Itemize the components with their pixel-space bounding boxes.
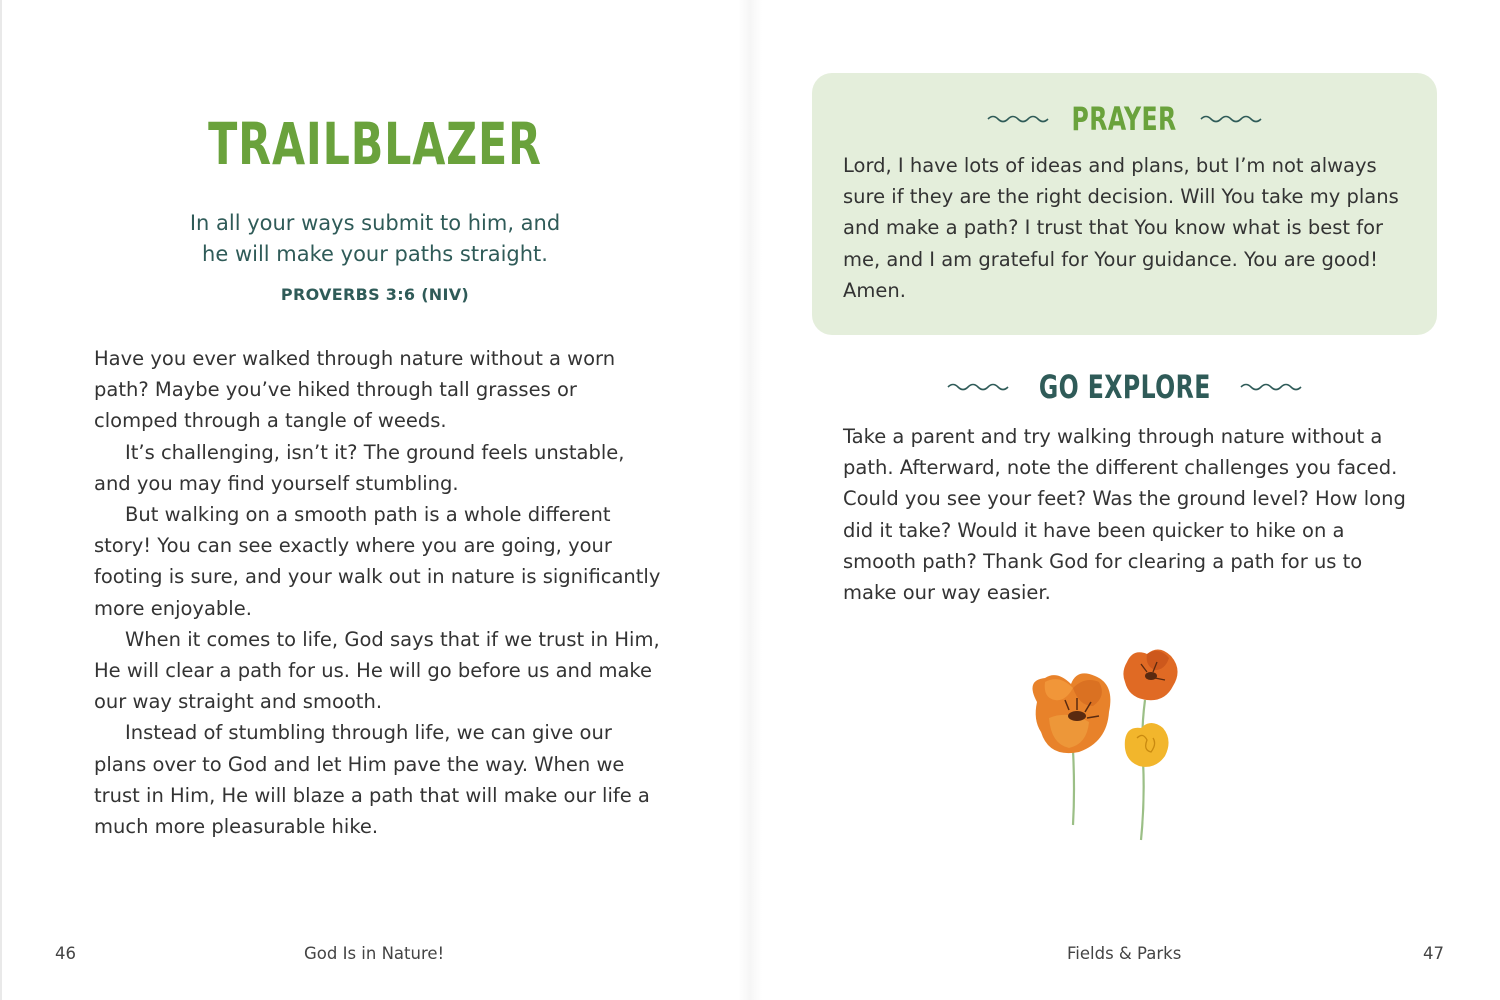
flower-stem (1073, 750, 1074, 825)
body-paragraph: When it comes to life, God says that if we trust in Him, He will clear a path for us. He will go before us and make our way straight and smooth. (94, 627, 660, 714)
squiggle-divider-icon (986, 112, 1050, 126)
prayer-heading-label: PRAYER (1071, 100, 1178, 138)
devotional-body (94, 343, 664, 842)
page-number-right: 47 (1423, 944, 1444, 963)
go-explore-text: Take a parent and try walking through nature without a path. Afterward, note the different challenges you faced. Could you see your feet? Was the ground level? How long did it take? Would it have been quicker to hike on a smooth path? Thank God for clearing a path for us to make our way easier. (843, 425, 1406, 605)
body-paragraph: But walking on a smooth path is a whole different story! You can see exactly where you are going, your footing is sure, and your walk out in nature is significantly more enjoyable. (94, 503, 661, 620)
red-poppy (1123, 649, 1177, 700)
page-edge (0, 0, 2, 1000)
squiggle-divider-icon (1199, 112, 1263, 126)
page-number-left: 46 (55, 944, 76, 963)
scripture-verse (94, 208, 656, 270)
squiggle-divider-icon (946, 380, 1010, 394)
running-title-left: God Is in Nature! (304, 944, 445, 963)
prayer-heading (812, 100, 1437, 138)
verse-line: In all your ways submit to him, and (189, 211, 561, 235)
verse-line: he will make your paths straight. (202, 242, 548, 266)
go-explore-heading-label: GO EXPLORE (1038, 368, 1211, 406)
go-explore-heading (812, 368, 1437, 406)
orange-poppy (1033, 673, 1111, 753)
gutter-shadow (738, 0, 762, 1000)
body-paragraph: Instead of stumbling through life, we can give our plans over to God and let Him pave the way. When we trust in Him, He will blaze a path that will make our life a much more pleasurable hike. (94, 721, 650, 839)
squiggle-divider-icon (1239, 380, 1303, 394)
page-title: TRAILBLAZER (208, 110, 542, 178)
prayer-text: Lord, I have lots of ideas and plans, but I’m not always sure if they are the right decision. Will You take my plans and make a path? I trust that You know what is best for me, and I am grateful for Your guidance. You are good! Amen. (843, 154, 1399, 302)
yellow-bud (1125, 723, 1169, 767)
body-paragraph: It’s challenging, isn’t it? The ground feels unstable, and you may find yourself stumbling. (94, 440, 625, 495)
poppy-flowers-illustration (1015, 640, 1205, 850)
scripture-reference: PROVERBS 3:6 (NIV) (280, 285, 470, 304)
running-title-right: Fields & Parks (1067, 944, 1182, 963)
body-paragraph: Have you ever walked through nature without a worn path? Maybe you’ve hiked through tall grasses or clomped through a tangle of weeds. (94, 347, 616, 433)
flower-stem (1141, 700, 1145, 840)
